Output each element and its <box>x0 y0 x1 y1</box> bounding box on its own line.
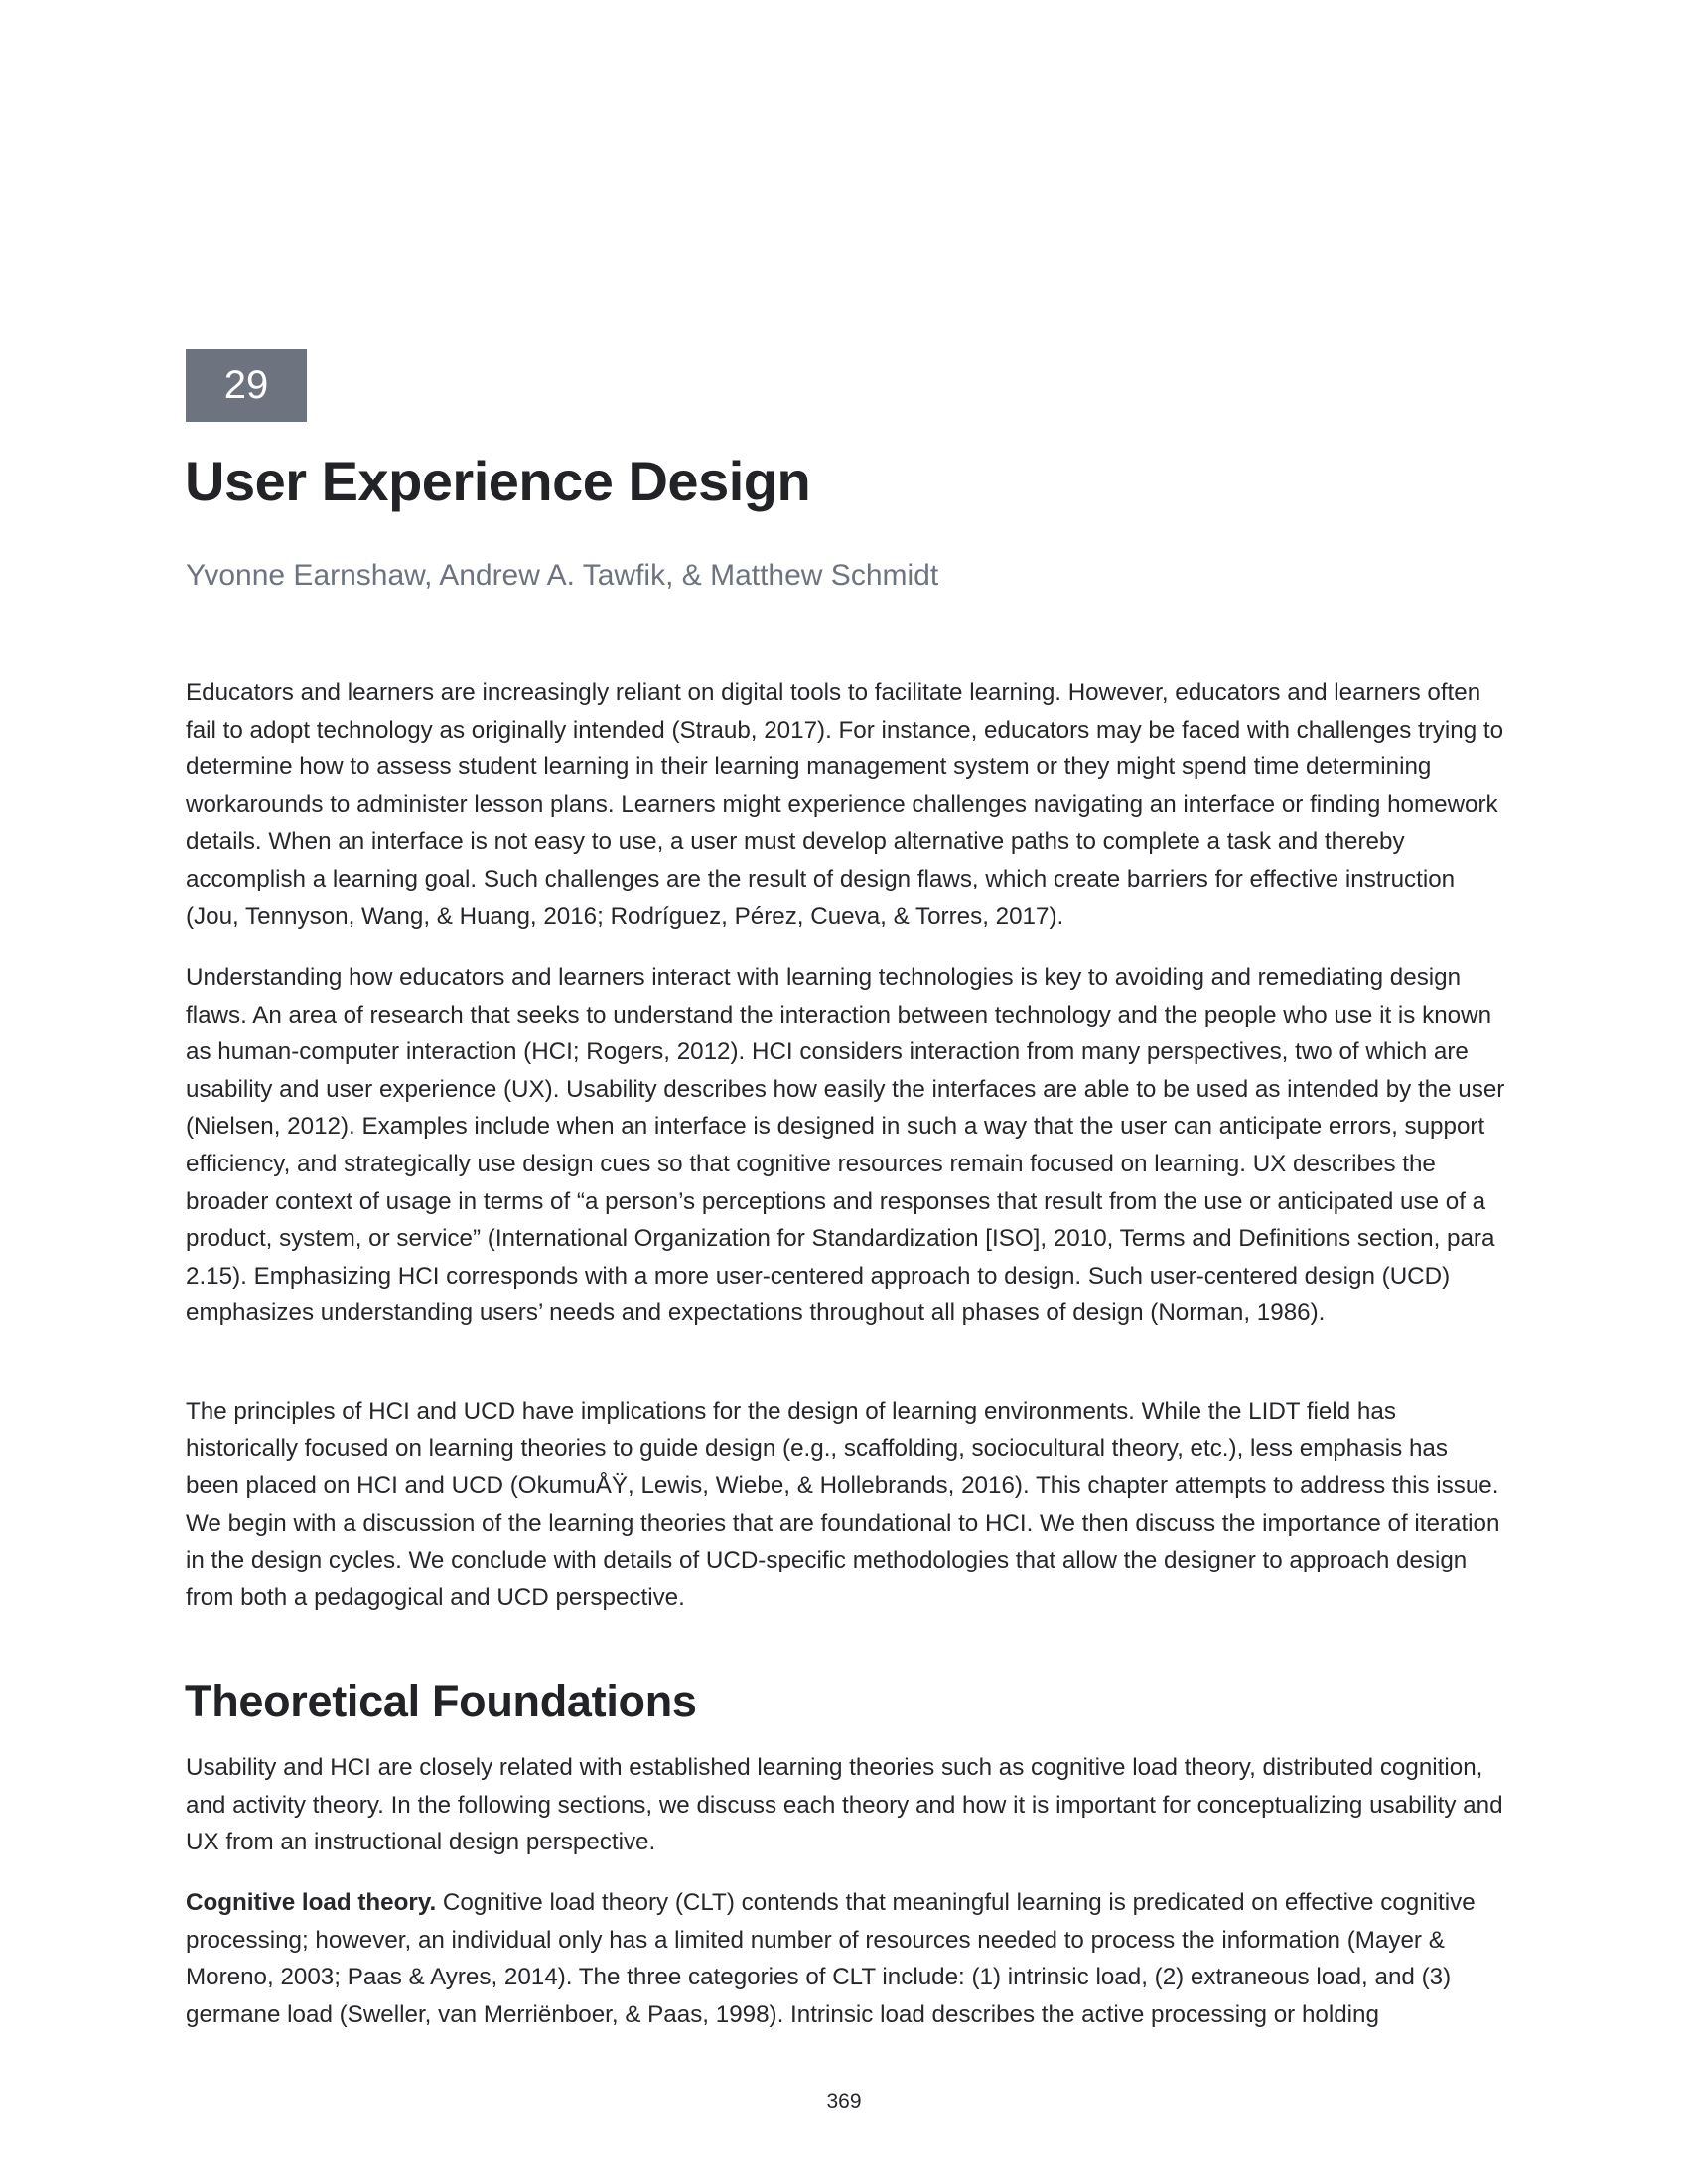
cognitive-load-text: Cognitive load theory (CLT) contends that meaningful learning is predicated on effective cognitive processing; however, an individual only has a limited number of resources needed to process the information (Mayer & Moreno, 2003; Paas & Ayres, 2014). The three categories of CLT include: (1) intrinsic load, (2) extraneous load, and (3) germane load (Sweller, van Merriënboer, & Paas, 1998). Intrinsic load describes the active processing or holding <box>186 1889 1476 2028</box>
chapter-number-badge: 29 <box>186 349 307 422</box>
section-intro-paragraph: Usability and HCI are closely related with established learning theories such as cognitive load theory, distributed cognition, and activity theory. In the following sections, we discuss each theory and how it is important for conceptualizing usability and UX from an instructional design perspective. <box>186 1754 1503 1856</box>
body-paragraph-1: Educators and learners are increasingly reliant on digital tools to facilitate learning. However, educators and learners often fail to adopt technology as originally intended (Straub, 2017). For instance, educators may be faced with challenges trying to determine how to assess student learning in their learning management system or they might spend time determining workarounds to administer lesson plans. Learners might experience challenges navigating an interface or finding homework details. When an interface is not easy to use, a user must develop alternative paths to complete a task and thereby accomplish a learning goal. Such challenges are the result of design flaws, which create barriers for effective instruction (Jou, Tennyson, Wang, & Huang, 2016; Rodríguez, Pérez, Cueva, & Torres, 2017). <box>186 679 1504 930</box>
cognitive-load-run-in-heading: Cognitive load theory. <box>186 1889 437 1916</box>
page-number: 369 <box>826 2090 862 2113</box>
body-paragraph-3: The principles of HCI and UCD have implications for the design of learning environments. While the LIDT field has historically focused on learning theories to guide design (e.g., scaffolding, sociocultural theory, etc.), less emphasis has been placed on HCI and UCD (OkumuÅŸ, Lewis, Wiebe, & Hollebrands, 2016). This chapter attempts to address this issue. We begin with a discussion of the learning theories that are foundational to HCI. We then discuss the importance of iteration in the design cycles. We conclude with details of UCD-specific methodologies that allow the designer to approach design from both a pedagogical and UCD perspective. <box>186 1398 1500 1611</box>
cognitive-load-paragraph <box>186 1884 1506 2033</box>
chapter-authors: Yvonne Earnshaw, Andrew A. Tawfik, & Matthew Schmidt <box>186 559 939 592</box>
section-heading-theoretical-foundations: Theoretical Foundations <box>185 1676 697 1726</box>
body-paragraph-2: Understanding how educators and learners interact with learning technologies is key to avoiding and remediating design flaws. An area of research that seeks to understand the interaction between technology and the people who use it is known as human-computer interaction (HCI; Rogers, 2012). HCI considers interaction from many perspectives, two of which are usability and user experience (UX). Usability describes how easily the interfaces are able to be used as intended by the user (Nielsen, 2012). Examples include when an interface is designed in such a way that the user can anticipate errors, support efficiency, and strategically use design cues so that cognitive resources remain focused on learning. UX describes the broader context of usage in terms of “a person’s perceptions and responses that result from the use or anticipated use of a product, system, or service” (International Organization for Standardization [ISO], 2010, Terms and Definitions section, para 2.15). Emphasizing HCI corresponds with a more user-centered approach to design. Such user-centered design (UCD) emphasizes understanding users’ needs and expectations throughout all phases of design (Norman, 1986). <box>186 964 1505 1327</box>
chapter-title: User Experience Design <box>185 450 811 512</box>
